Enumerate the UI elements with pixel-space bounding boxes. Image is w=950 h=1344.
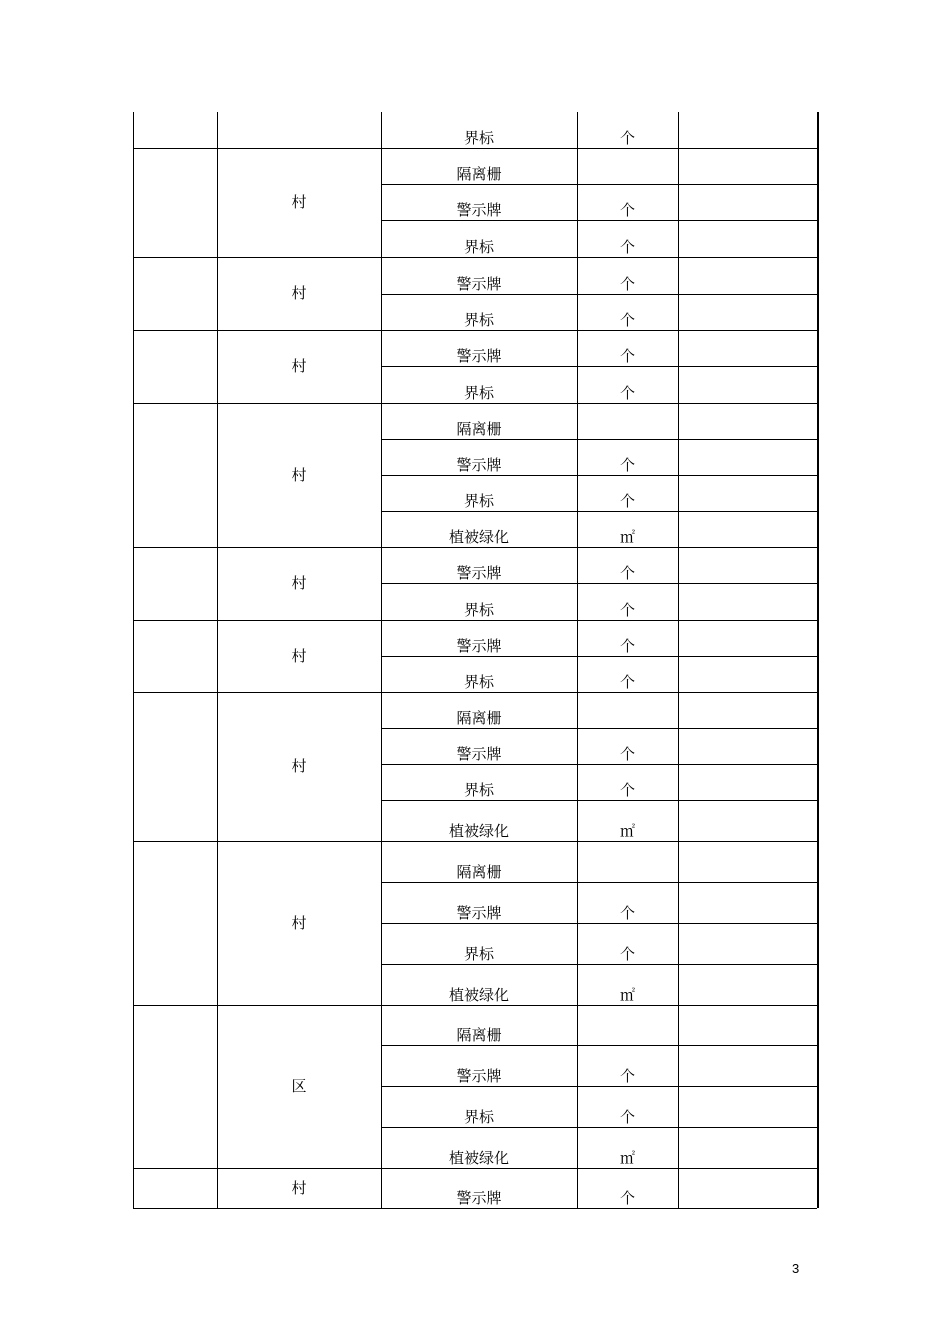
item-name-cell: 界标 xyxy=(463,601,494,619)
item-name-cell: 植被绿化 xyxy=(448,1149,509,1167)
item-name-cell: 警示牌 xyxy=(456,347,502,365)
village-name-cell: 村 xyxy=(291,913,307,932)
item-name-cell: 隔离栅 xyxy=(456,863,502,881)
village-name-cell: 村 xyxy=(291,465,307,484)
village-name-cell: 区 xyxy=(291,1077,307,1095)
item-name-cell: 警示牌 xyxy=(456,564,502,582)
village-name-cell: 村 xyxy=(291,574,307,592)
unit-cell xyxy=(577,841,678,882)
unit-cell xyxy=(577,1005,678,1045)
village-name-cell: 村 xyxy=(291,646,307,665)
village-name-cell: 村 xyxy=(291,757,307,775)
item-name-cell: 植被绿化 xyxy=(448,822,509,840)
unit-cell: 个 xyxy=(619,637,635,655)
column-divider xyxy=(678,112,679,1208)
unit-cell: 个 xyxy=(619,347,635,365)
item-name-cell: 警示牌 xyxy=(456,1189,502,1207)
unit-cell: 个 xyxy=(619,384,635,402)
item-name-cell: 界标 xyxy=(463,129,494,147)
unit-cell: 个 xyxy=(619,1189,635,1207)
village-name-cell: 村 xyxy=(291,193,307,211)
item-name-cell: 界标 xyxy=(463,945,494,963)
column-divider xyxy=(133,112,134,1208)
item-name-cell: 界标 xyxy=(463,673,494,691)
unit-cell: ㎡ xyxy=(619,1149,635,1167)
item-name-cell: 警示牌 xyxy=(456,1067,502,1085)
item-name-cell: 警示牌 xyxy=(456,456,502,474)
item-name-cell: 警示牌 xyxy=(456,745,502,763)
item-name-cell: 警示牌 xyxy=(456,904,502,922)
unit-cell: ㎡ xyxy=(619,822,635,840)
unit-cell: 个 xyxy=(619,945,635,963)
village-name-cell: 村 xyxy=(291,284,307,302)
item-name-cell: 隔离栅 xyxy=(456,709,502,727)
village-name-cell: 村 xyxy=(291,1178,307,1197)
unit-cell: 个 xyxy=(619,904,635,922)
unit-cell: 个 xyxy=(619,311,635,329)
unit-cell: ㎡ xyxy=(619,528,635,546)
unit-cell: 个 xyxy=(619,601,635,619)
unit-cell: 个 xyxy=(619,201,635,219)
item-name-cell: 植被绿化 xyxy=(448,528,509,546)
unit-cell: 个 xyxy=(619,492,635,510)
group-divider xyxy=(133,1208,817,1209)
item-name-cell: 警示牌 xyxy=(456,201,502,219)
unit-cell: 个 xyxy=(619,673,635,691)
item-name-cell: 警示牌 xyxy=(456,637,502,655)
unit-cell: 个 xyxy=(619,1108,635,1126)
unit-cell: 个 xyxy=(619,745,635,763)
item-name-cell: 界标 xyxy=(463,781,494,799)
item-name-cell: 隔离栅 xyxy=(456,420,502,438)
unit-cell: ㎡ xyxy=(619,986,635,1004)
unit-cell xyxy=(577,692,678,728)
item-name-cell: 界标 xyxy=(463,238,494,256)
unit-cell: 个 xyxy=(619,238,635,256)
unit-cell xyxy=(577,148,678,184)
item-name-cell: 界标 xyxy=(463,384,494,402)
unit-cell: 个 xyxy=(619,564,635,582)
item-name-cell: 隔离栅 xyxy=(456,165,502,183)
village-name-cell xyxy=(217,112,381,148)
item-name-cell: 界标 xyxy=(463,492,494,510)
page-number: 3 xyxy=(792,1261,800,1276)
unit-cell xyxy=(577,403,678,439)
item-name-cell: 隔离栅 xyxy=(456,1026,502,1044)
unit-cell: 个 xyxy=(619,275,635,293)
item-name-cell: 植被绿化 xyxy=(448,986,509,1004)
unit-cell: 个 xyxy=(619,456,635,474)
village-name-cell: 村 xyxy=(291,357,307,375)
unit-cell: 个 xyxy=(619,1067,635,1085)
unit-cell: 个 xyxy=(619,129,635,147)
item-name-cell: 界标 xyxy=(463,311,494,329)
unit-cell: 个 xyxy=(619,781,635,799)
item-name-cell: 界标 xyxy=(463,1108,494,1126)
item-name-cell: 警示牌 xyxy=(456,275,502,293)
column-divider xyxy=(817,112,819,1208)
